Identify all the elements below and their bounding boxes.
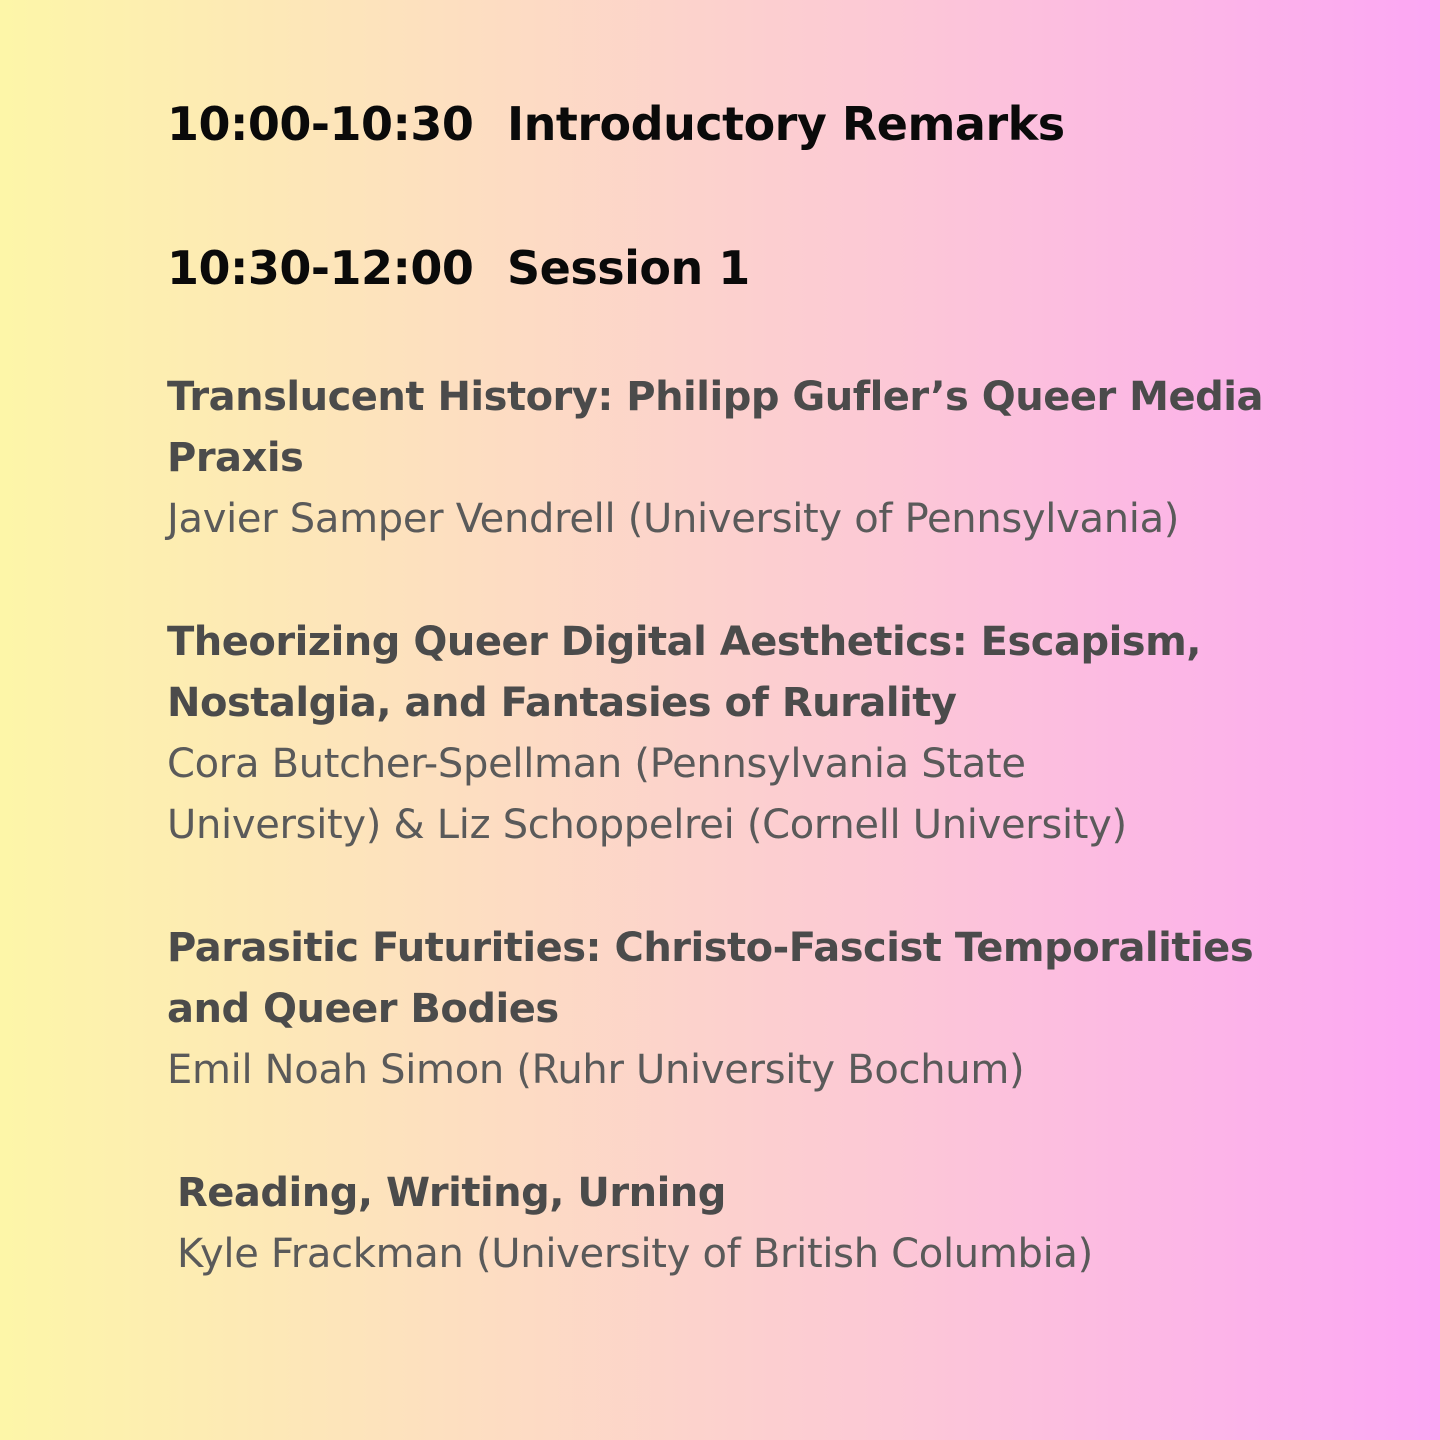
talk-speaker: Javier Samper Vendrell (University of Pennsylvania) xyxy=(167,496,1180,542)
schedule-label: Introductory Remarks xyxy=(507,97,1065,151)
talk-title: Theorizing Queer Digital Aesthetics: Escapism, Nostalgia, and Fantasies of Rurality xyxy=(167,619,1201,726)
schedule-time: 10:30-12:00 xyxy=(167,241,474,295)
talk-title: Reading, Writing, Urning xyxy=(177,1170,726,1216)
talk-item xyxy=(167,612,1247,856)
schedule-label: Session 1 xyxy=(507,241,750,295)
schedule-row-intro xyxy=(167,97,1065,151)
talk-speaker: Cora Butcher-Spellman (Pennsylvania State University) & Liz Schoppelrei (Cornell University) xyxy=(167,741,1127,848)
talk-item xyxy=(167,367,1307,550)
talk-speaker: Emil Noah Simon (Ruhr University Bochum) xyxy=(167,1047,1025,1093)
talk-item xyxy=(177,1163,1357,1285)
schedule-row-session-1 xyxy=(167,241,750,295)
talk-title: Parasitic Futurities: Christo-Fascist Temporalities and Queer Bodies xyxy=(167,925,1254,1032)
talk-title: Translucent History: Philipp Gufler’s Queer Media Praxis xyxy=(167,374,1263,481)
talk-item xyxy=(167,918,1327,1101)
schedule-time: 10:00-10:30 xyxy=(167,97,474,151)
talk-speaker: Kyle Frackman (University of British Columbia) xyxy=(177,1231,1093,1277)
